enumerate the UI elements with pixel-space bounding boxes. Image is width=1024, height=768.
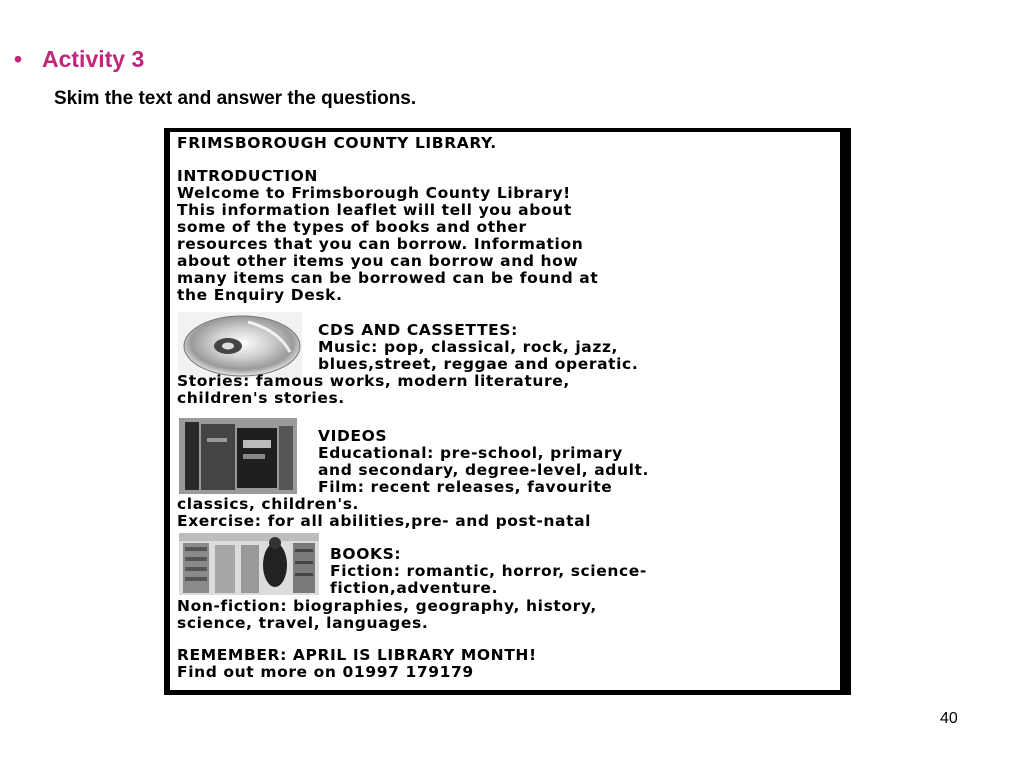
remember-line: REMEMBER: APRIL IS LIBRARY MONTH! (177, 646, 537, 664)
books-line: Fiction: romantic, horror, science- (330, 562, 647, 580)
activity-heading (14, 46, 144, 73)
intro-line: resources that you can borrow. Information (177, 235, 584, 253)
activity-title: Activity 3 (42, 46, 145, 72)
intro-line: INTRODUCTION (177, 167, 318, 185)
books-line: Non-fiction: biographies, geography, history, (177, 597, 597, 615)
cds-line: children's stories. (177, 389, 345, 407)
books-line: science, travel, languages. (177, 614, 429, 632)
intro-line: many items can be borrowed can be found at (177, 269, 599, 287)
leaflet-content (170, 132, 840, 690)
instruction-text: Skim the text and answer the questions. (54, 88, 417, 109)
video-tapes-picture (179, 418, 297, 494)
videos-line: classics, children's. (177, 495, 360, 513)
videos-line: Film: recent releases, favourite (318, 478, 613, 496)
videos-line: Exercise: for all abilities,pre- and post-natal (177, 512, 592, 530)
cds-line: CDS AND CASSETTES: (318, 321, 518, 339)
cds-line: Music: pop, classical, rock, jazz, (318, 338, 619, 356)
bullet-point: • (14, 46, 23, 72)
cd-disc-picture (178, 312, 302, 378)
books-line: fiction,adventure. (330, 579, 499, 597)
library-shelves-picture (179, 533, 319, 595)
videos-line: VIDEOS (318, 427, 388, 445)
cds-line: Stories: famous works, modern literature, (177, 372, 570, 390)
cds-line: blues,street, reggae and operatic. (318, 355, 639, 373)
page-number: 40 (940, 710, 958, 727)
intro-line: some of the types of books and other (177, 218, 527, 236)
intro-line: the Enquiry Desk. (177, 286, 343, 304)
intro-line: about other items you can borrow and how (177, 252, 579, 270)
videos-line: and secondary, degree-level, adult. (318, 461, 650, 479)
leaflet-heading: FRIMSBOROUGH COUNTY LIBRARY. (177, 134, 497, 152)
library-leaflet-image (164, 128, 851, 695)
remember-line: Find out more on 01997 179179 (177, 663, 474, 681)
intro-line: This information leaflet will tell you about (177, 201, 572, 219)
books-line: BOOKS: (330, 545, 402, 563)
videos-line: Educational: pre-school, primary (318, 444, 623, 462)
intro-line: Welcome to Frimsborough County Library! (177, 184, 571, 202)
